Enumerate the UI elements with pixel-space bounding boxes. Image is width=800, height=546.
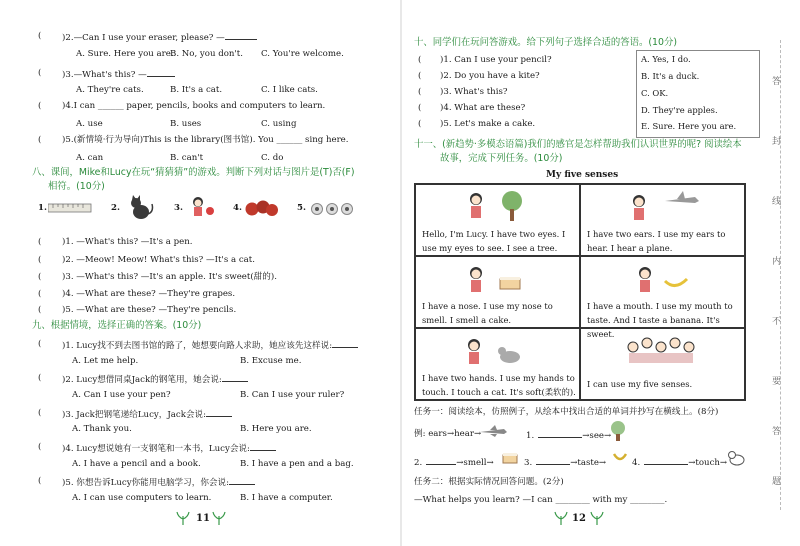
- cell6-line1: I can use my five senses.: [587, 379, 693, 389]
- tf2-text: )2. —Meow! Meow! What's this? —It's a cat.: [62, 255, 255, 265]
- mc5-opt-a: A. can: [76, 153, 104, 163]
- t1-4: 4. →touch→: [632, 455, 727, 469]
- t1-2: 2. →smell→: [414, 455, 494, 469]
- seal-char-1: 答: [772, 77, 782, 87]
- girl-plane-icon: [625, 189, 705, 225]
- s10-5-paren: (: [418, 119, 422, 129]
- mc4-opt-b: B. uses: [170, 119, 202, 129]
- plant-right-icon: [212, 510, 226, 526]
- seal-line: [780, 40, 782, 510]
- mc5-question: )5.(新情境·行为导向)This is the library(图书馆). You ______ sing here.: [62, 135, 349, 145]
- s9-2-paren: (: [38, 373, 42, 383]
- sec11-title-line2: 故事，完成下列任务。(10分): [440, 153, 563, 164]
- cell3-line2: smell. I smell a cake.: [422, 315, 512, 325]
- small-cat-icon: [726, 448, 746, 466]
- task2-text: 任务二：根据实际情况回答问题。(2分): [414, 477, 564, 487]
- tf5-text: )5. —What are these? —They're pencils.: [62, 305, 237, 315]
- answer-e: E. Sure. Here you are.: [641, 121, 737, 131]
- girl-apple-icon: [186, 195, 218, 221]
- s9-4-opt-b: B. I have a pen and a bag.: [240, 459, 354, 469]
- tf2-paren: (: [38, 255, 42, 265]
- cell3-line1: I have a nose. I use my nose to: [422, 301, 553, 311]
- mc3-opt-b: B. It's a cat.: [170, 85, 223, 95]
- mc4-opt-a: A. use: [76, 119, 103, 129]
- mc4-opt-c: C. using: [261, 119, 297, 129]
- t1-1: 1. →see→: [526, 428, 611, 442]
- cell1-line1: Hello, I'm Lucy. I have two eyes. I: [422, 229, 566, 239]
- story-cell-6: [580, 328, 745, 400]
- s10-3-paren: (: [418, 87, 422, 97]
- pic2-num: 2.: [111, 203, 120, 213]
- story-cell-3: [415, 256, 580, 328]
- s10-4-paren: (: [418, 103, 422, 113]
- seal-char-3: 线: [772, 197, 782, 207]
- answer-box: [636, 50, 760, 138]
- cell4-line2: taste. And I taste a banana. It's sweet.: [587, 315, 720, 339]
- side-seal-strip: [760, 0, 800, 546]
- sec9-title: 九、根据情境，选择正确的答案。(10分): [32, 320, 202, 331]
- s9-2-opt-a: A. Can I use your pen?: [72, 390, 171, 400]
- page-gutter: [400, 0, 402, 546]
- mc2-opt-c: C. You're welcome.: [261, 49, 344, 59]
- cell1-line2: use my eyes to see. I see a tree.: [422, 243, 558, 253]
- girl-cat-icon: [460, 333, 540, 369]
- children-group-icon: [621, 333, 711, 369]
- s9-2-opt-b: B. Can I use your ruler?: [240, 390, 345, 400]
- task1-text: 任务一：阅读绘本，仿照例子，从绘本中找出合适的单词并抄写在横线上。(8分): [414, 407, 719, 417]
- tf5-paren: (: [38, 305, 42, 315]
- tf3-paren: (: [38, 272, 42, 282]
- pic1-num: 1.: [38, 203, 47, 213]
- mc3-paren: (: [38, 68, 42, 78]
- sec8-title-line2: 相符。(10分): [48, 181, 105, 192]
- answer-b: B. It's a duck.: [641, 71, 700, 81]
- mc3-opt-c: C. I like cats.: [261, 85, 318, 95]
- s9-5-opt-b: B. I have a computer.: [240, 493, 333, 503]
- pic3-num: 3.: [174, 203, 183, 213]
- answer-d: D. They're apples.: [641, 105, 718, 115]
- s9-3-paren: (: [38, 408, 42, 418]
- final-question: —What helps you learn? —I can ________ with my ________.: [414, 495, 668, 505]
- s10-2-paren: (: [418, 71, 422, 81]
- page-number-right: 12: [572, 513, 586, 524]
- s9-4-opt-a: A. I have a pencil and a book.: [72, 459, 201, 469]
- cake-icon: [502, 450, 518, 464]
- pic4-num: 4.: [233, 203, 242, 213]
- story-cell-5: [415, 328, 580, 400]
- story-title: My five senses: [546, 170, 619, 180]
- cell2-line2: hear. I hear a plane.: [587, 243, 673, 253]
- s9-1-opt-b: B. Excuse me.: [240, 356, 302, 366]
- girl-tree-icon: [462, 189, 532, 225]
- seal-char-4: 内: [772, 257, 782, 267]
- s10-4-text: )4. What are these?: [440, 103, 526, 113]
- s10-1-text: )1. Can I use your pencil?: [440, 55, 552, 65]
- plane-icon: [478, 424, 508, 438]
- tf1-paren: (: [38, 237, 42, 247]
- pic5-num: 5.: [297, 203, 306, 213]
- s9-2-question: )2. Lucy想借同桌Jack的钢笔用，她会说:: [62, 372, 248, 386]
- s9-3-opt-a: A. Thank you.: [72, 424, 132, 434]
- s9-3-question: )3. Jack把钢笔递给Lucy，Jack会说:: [62, 407, 232, 421]
- mc3-question: )3.—What's this? —: [62, 67, 175, 81]
- s9-4-question: )4. Lucy想说她有一支钢笔和一本书，Lucy会说:: [62, 441, 276, 455]
- tf3-text: )3. —What's this? —It's an apple. It's sweet(甜的).: [62, 272, 277, 282]
- s10-3-text: )3. What's this?: [440, 87, 508, 97]
- cat-icon: [124, 194, 154, 220]
- banana-icon: [612, 450, 628, 464]
- grapes-icon: [310, 201, 358, 217]
- ruler-icon: [48, 203, 92, 213]
- sec10-title: 十、同学们在玩问答游戏。给下列句子选择合适的答语。(10分): [414, 37, 677, 48]
- s9-3-opt-b: B. Here you are.: [240, 424, 312, 434]
- cell2-line1: I have two ears. I use my ears to: [587, 229, 726, 239]
- story-cell-4: [580, 256, 745, 339]
- plant-right-icon-2: [590, 510, 604, 526]
- s9-5-question: )5. 你想告诉Lucy你能用电脑学习，你会说:: [62, 475, 255, 489]
- cell4-line1: I have a mouth. I use my mouth to: [587, 301, 733, 311]
- cell5-line2: touch. I touch a cat. It's soft(柔软的).: [422, 387, 576, 397]
- girl-banana-icon: [631, 261, 701, 297]
- t1-3: 3. →taste→: [524, 455, 606, 469]
- seal-char-5: 不: [772, 317, 782, 327]
- story-cell-1: [415, 184, 580, 256]
- story-grid: [414, 183, 746, 401]
- mc2-question: )2.—Can I use your eraser, please? —: [62, 30, 257, 44]
- example-text: 例: ears→hear→: [414, 429, 482, 439]
- tf4-paren: (: [38, 289, 42, 299]
- tf1-text: )1. —What's this? —It's a pen.: [62, 237, 193, 247]
- tf4-text: )4. —What are these? —They're grapes.: [62, 289, 236, 299]
- seal-char-2: 封: [772, 137, 782, 147]
- mc4-paren: (: [38, 101, 42, 111]
- s10-2-text: )2. Do you have a kite?: [440, 71, 540, 81]
- seal-char-7: 答: [772, 427, 782, 437]
- mc5-opt-b: B. can't: [170, 153, 204, 163]
- plant-left-icon: [176, 510, 190, 526]
- s9-5-opt-a: A. I can use computers to learn.: [72, 493, 212, 503]
- mc2-opt-a: A. Sure. Here you are.: [76, 49, 174, 59]
- mc5-paren: (: [38, 135, 42, 145]
- mc4-question: )4.I can ______ paper, pencils, books and computers to learn.: [62, 101, 326, 111]
- answer-a: A. Yes, I do.: [641, 54, 691, 64]
- s9-5-paren: (: [38, 476, 42, 486]
- seal-char-8: 题: [772, 477, 782, 487]
- sec8-title-line1: 八、课间，Mike和Lucy在玩“猜猜猜”的游戏。判断下列对话与图片是(T)否(F): [32, 167, 355, 178]
- s9-1-paren: (: [38, 339, 42, 349]
- s9-1-opt-a: A. Let me help.: [72, 356, 139, 366]
- girl-cake-icon: [462, 261, 532, 297]
- answer-c: C. OK.: [641, 88, 669, 98]
- plant-left-icon-2: [554, 510, 568, 526]
- tree-icon: [608, 420, 628, 442]
- page-number-left: 11: [196, 513, 210, 524]
- mc5-opt-c: C. do: [261, 153, 284, 163]
- sec11-title-line1: 十一、(新趋势·多模态语篇)我们的感官是怎样帮助我们认识世界的呢? 阅读绘本: [414, 139, 742, 150]
- s10-5-text: )5. Let's make a cake.: [440, 119, 536, 129]
- story-cell-2: [580, 184, 745, 256]
- mc2-opt-b: B. No, you don't.: [170, 49, 243, 59]
- seal-char-6: 要: [772, 377, 782, 387]
- s10-1-paren: (: [418, 55, 422, 65]
- cell5-line1: I have two hands. I use my hands to: [422, 373, 575, 383]
- apples-icon: [244, 197, 278, 219]
- mc3-opt-a: A. They're cats.: [76, 85, 144, 95]
- s9-4-paren: (: [38, 442, 42, 452]
- mc2-paren: (: [38, 31, 42, 41]
- s9-1-question: )1. Lucy找不到去图书馆的路了，她想要向路人求助，她应该先这样说:: [62, 338, 358, 352]
